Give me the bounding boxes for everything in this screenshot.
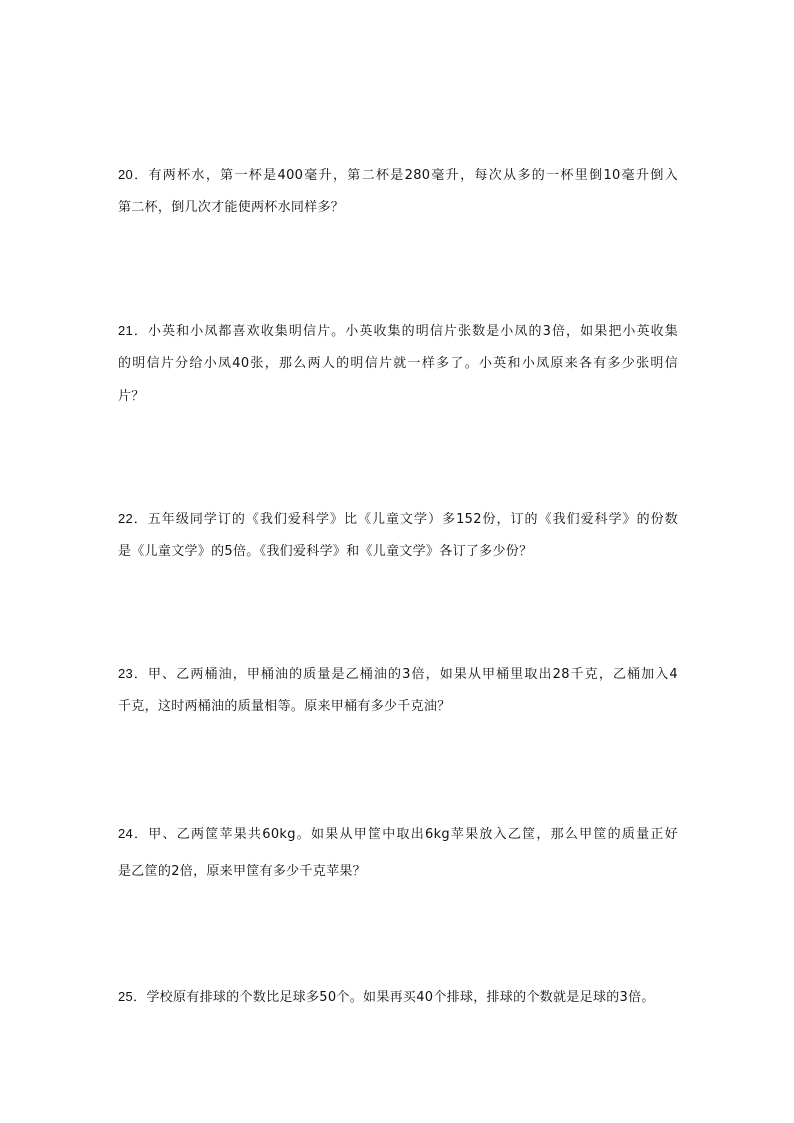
problem-text: 甲、乙两筐苹果共60kg。如果从甲筐中取出6kg苹果放入乙筐，那么甲筐的质量正好: [148, 827, 678, 842]
problem-24: [118, 815, 678, 891]
problem-number: 24．: [118, 826, 149, 841]
problem-text: 甲、乙两桶油，甲桶油的质量是乙桶油的3倍，如果从甲桶里取出28千克，乙桶加入4: [148, 667, 678, 682]
problem-text: 小英和小凤都喜欢收集明信片。小英收集的明信片张数是小凤的3倍，如果把小英收集: [147, 324, 678, 339]
problem-22: [118, 502, 678, 568]
problem-21-line-2: 的明信片分给小凤40张，那么两人的明信片就一样多了。小英和小凤原来各有多少张明信: [118, 356, 678, 371]
problem-24-line-2: 是乙筐的2倍，原来甲筐有多少千克苹果？: [118, 864, 366, 879]
problem-number: 22．: [118, 511, 148, 526]
problem-text: 学校原有排球的个数比足球多50个。如果再买40个排球，排球的个数就是足球的3倍。: [146, 990, 655, 1005]
problem-25-line-1: [118, 980, 678, 1014]
problem-21-line-1: [118, 314, 678, 347]
problem-20-line-2: 第二杯，倒几次才能使两杯水同样多？: [118, 200, 345, 215]
problem-number: 20．: [118, 167, 149, 182]
problem-23-line-1: [118, 657, 678, 690]
problem-23-line-2: 千克，这时两桶油的质量相等。原来甲桶有多少千克油？: [118, 699, 451, 714]
problem-23: [118, 657, 678, 723]
problem-number: 21．: [118, 323, 148, 338]
problem-number: 23．: [118, 666, 148, 681]
problem-25: [118, 980, 678, 1014]
problem-24-line-1: [118, 815, 678, 853]
problem-22-line-2: 是《儿童文学》的5倍。《我们爱科学》和《儿童文学》各订了多少份？: [118, 544, 533, 559]
problem-text: 五年级同学订的《我们爱科学》比《儿童文学）多152份，订的《我们爱科学》的份数: [147, 512, 678, 527]
problem-22-line-1: [118, 502, 678, 535]
problem-number: 25．: [118, 989, 147, 1004]
problem-21: [118, 314, 678, 413]
problem-20-line-1: [118, 158, 678, 191]
problem-20: [118, 158, 678, 224]
problem-21-line-3: 片？: [118, 389, 145, 404]
problem-text: 有两杯水，第一杯是400毫升，第二杯是280毫升，每次从多的一杯里倒10毫升倒入: [148, 168, 678, 183]
